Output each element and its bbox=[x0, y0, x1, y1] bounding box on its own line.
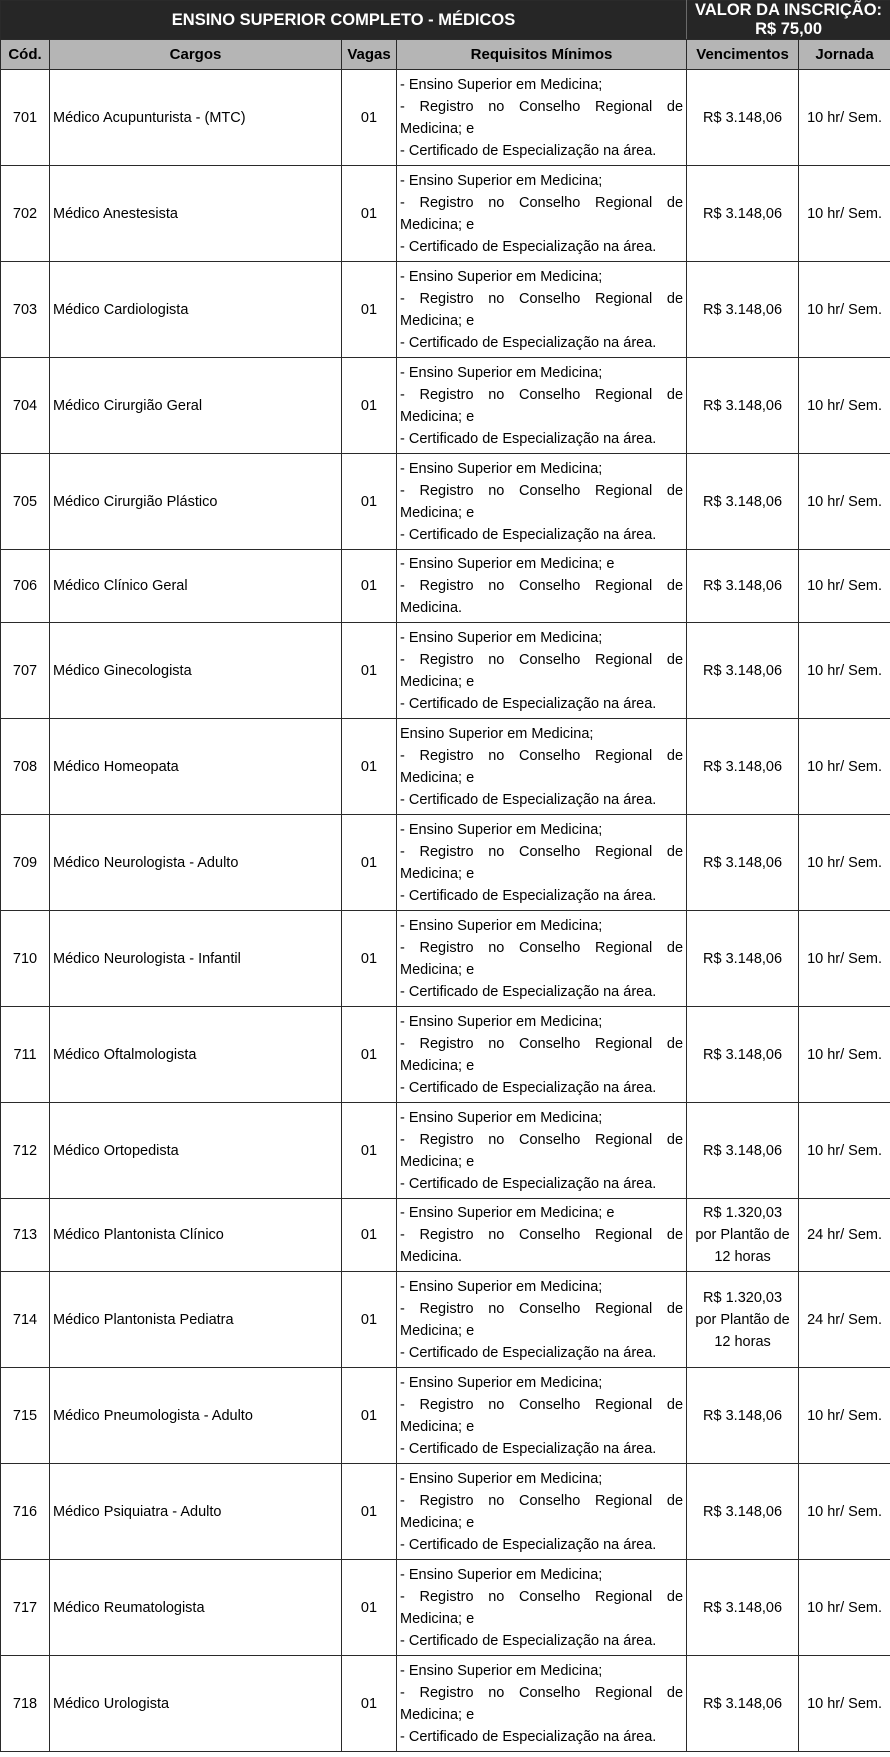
cell-vencimentos bbox=[687, 70, 799, 166]
requirement-line: Medicina; e bbox=[400, 216, 475, 233]
cell-vagas: 01 bbox=[342, 911, 397, 1007]
cell-requisitos bbox=[397, 1464, 687, 1560]
cell-requisitos bbox=[397, 262, 687, 358]
cell-jornada: 10 hr/ Sem. bbox=[799, 1656, 890, 1752]
cell-code: 711 bbox=[1, 1007, 50, 1103]
requirement-line: - Ensino Superior em Medicina; bbox=[400, 268, 603, 285]
cell-vagas: 01 bbox=[342, 166, 397, 262]
cell-vagas: 01 bbox=[342, 719, 397, 815]
cell-cargo: Médico Neurologista - Adulto bbox=[50, 815, 342, 911]
cell-cargo: Médico Cirurgião Geral bbox=[50, 358, 342, 454]
salary-line: R$ 3.148,06 bbox=[703, 109, 783, 126]
requirement-line: - Registro no Conselho Regional de bbox=[400, 651, 684, 668]
requirement-line: Medicina; e bbox=[400, 865, 475, 882]
requirement-line: - Ensino Superior em Medicina; bbox=[400, 1374, 603, 1391]
banner-title: ENSINO SUPERIOR COMPLETO - MÉDICOS bbox=[1, 1, 687, 40]
cell-requisitos bbox=[397, 1272, 687, 1368]
cell-jornada: 10 hr/ Sem. bbox=[799, 1007, 890, 1103]
salary-line: R$ 3.148,06 bbox=[703, 662, 783, 679]
cell-code: 717 bbox=[1, 1560, 50, 1656]
cell-cargo: Médico Ginecologista bbox=[50, 623, 342, 719]
salary-line: R$ 3.148,06 bbox=[703, 397, 783, 414]
cell-vencimentos bbox=[687, 166, 799, 262]
cell-code: 702 bbox=[1, 166, 50, 262]
requirement-line: - Certificado de Especialização na área. bbox=[400, 1175, 657, 1192]
cell-requisitos bbox=[397, 1007, 687, 1103]
requirement-line: Medicina; e bbox=[400, 1322, 475, 1339]
banner-fee: VALOR DA INSCRIÇÃO: R$ 75,00 bbox=[687, 1, 890, 40]
col-header-vencimentos: Vencimentos bbox=[687, 40, 799, 70]
requirement-line: - Certificado de Especialização na área. bbox=[400, 887, 657, 904]
cell-code: 708 bbox=[1, 719, 50, 815]
table-row bbox=[1, 262, 890, 358]
cell-requisitos bbox=[397, 454, 687, 550]
cell-vagas: 01 bbox=[342, 815, 397, 911]
cell-cargo: Médico Cirurgião Plástico bbox=[50, 454, 342, 550]
requirement-line: - Certificado de Especialização na área. bbox=[400, 791, 657, 808]
cell-cargo: Médico Cardiologista bbox=[50, 262, 342, 358]
cell-code: 707 bbox=[1, 623, 50, 719]
requirement-line: Medicina; e bbox=[400, 408, 475, 425]
cell-vencimentos bbox=[687, 911, 799, 1007]
requirement-line: Ensino Superior em Medicina; bbox=[400, 725, 594, 742]
cell-code: 716 bbox=[1, 1464, 50, 1560]
cell-vagas: 01 bbox=[342, 1464, 397, 1560]
cell-cargo: Médico Plantonista Pediatra bbox=[50, 1272, 342, 1368]
cell-jornada: 10 hr/ Sem. bbox=[799, 1103, 890, 1199]
requirement-line: - Certificado de Especialização na área. bbox=[400, 1632, 657, 1649]
cell-requisitos bbox=[397, 1368, 687, 1464]
table-row bbox=[1, 719, 890, 815]
requirement-line: Medicina; e bbox=[400, 1514, 475, 1531]
requirement-line: Medicina; e bbox=[400, 120, 475, 137]
cell-jornada: 10 hr/ Sem. bbox=[799, 454, 890, 550]
requirement-line: Medicina; e bbox=[400, 504, 475, 521]
requirement-line: - Certificado de Especialização na área. bbox=[400, 334, 657, 351]
cell-code: 714 bbox=[1, 1272, 50, 1368]
cell-code: 706 bbox=[1, 550, 50, 623]
cell-cargo: Médico Acupunturista - (MTC) bbox=[50, 70, 342, 166]
cell-vagas: 01 bbox=[342, 1272, 397, 1368]
requirement-line: - Ensino Superior em Medicina; e bbox=[400, 1205, 615, 1221]
requirement-line: - Registro no Conselho Regional de bbox=[400, 1131, 684, 1148]
requirement-line: - Registro no Conselho Regional de bbox=[400, 386, 684, 403]
cell-vencimentos bbox=[687, 262, 799, 358]
requirement-line: - Registro no Conselho Regional de bbox=[400, 290, 684, 307]
cell-vencimentos bbox=[687, 550, 799, 623]
requirement-line: - Registro no Conselho Regional de bbox=[400, 1035, 684, 1052]
cell-code: 703 bbox=[1, 262, 50, 358]
cell-vagas: 01 bbox=[342, 1368, 397, 1464]
requirement-line: - Certificado de Especialização na área. bbox=[400, 526, 657, 543]
cell-cargo: Médico Urologista bbox=[50, 1656, 342, 1752]
cell-vagas: 01 bbox=[342, 1103, 397, 1199]
cell-jornada: 10 hr/ Sem. bbox=[799, 550, 890, 623]
cell-vagas: 01 bbox=[342, 1560, 397, 1656]
requirement-line: Medicina. bbox=[400, 600, 463, 616]
table-row bbox=[1, 166, 890, 262]
cell-requisitos bbox=[397, 623, 687, 719]
requirement-line: Medicina; e bbox=[400, 1153, 475, 1170]
salary-line: 12 horas bbox=[714, 1249, 771, 1265]
cell-code: 709 bbox=[1, 815, 50, 911]
requirement-line: - Registro no Conselho Regional de bbox=[400, 747, 684, 764]
cell-cargo: Médico Ortopedista bbox=[50, 1103, 342, 1199]
cell-requisitos bbox=[397, 911, 687, 1007]
banner-row bbox=[1, 1, 890, 40]
requirement-line: - Registro no Conselho Regional de bbox=[400, 194, 684, 211]
salary-line: R$ 3.148,06 bbox=[703, 578, 783, 594]
requirement-line: - Certificado de Especialização na área. bbox=[400, 142, 657, 159]
cell-cargo: Médico Reumatologista bbox=[50, 1560, 342, 1656]
table-body bbox=[1, 70, 890, 1752]
requirement-line: - Certificado de Especialização na área. bbox=[400, 1440, 657, 1457]
cell-requisitos bbox=[397, 166, 687, 262]
salary-line: R$ 3.148,06 bbox=[703, 1599, 783, 1616]
cell-vagas: 01 bbox=[342, 70, 397, 166]
table-row bbox=[1, 454, 890, 550]
requirement-line: - Registro no Conselho Regional de bbox=[400, 939, 684, 956]
cell-cargo: Médico Psiquiatra - Adulto bbox=[50, 1464, 342, 1560]
cell-vagas: 01 bbox=[342, 1007, 397, 1103]
cell-jornada: 10 hr/ Sem. bbox=[799, 70, 890, 166]
salary-line: R$ 3.148,06 bbox=[703, 950, 783, 967]
cell-vencimentos bbox=[687, 1560, 799, 1656]
col-header-cargos: Cargos bbox=[50, 40, 342, 70]
table-row bbox=[1, 911, 890, 1007]
cell-jornada: 10 hr/ Sem. bbox=[799, 1464, 890, 1560]
cell-vagas: 01 bbox=[342, 623, 397, 719]
requirement-line: - Ensino Superior em Medicina; bbox=[400, 1109, 603, 1126]
requirement-line: Medicina; e bbox=[400, 961, 475, 978]
cell-vencimentos bbox=[687, 454, 799, 550]
cell-jornada: 10 hr/ Sem. bbox=[799, 166, 890, 262]
cell-code: 712 bbox=[1, 1103, 50, 1199]
table-row bbox=[1, 815, 890, 911]
requirement-line: - Registro no Conselho Regional de bbox=[400, 578, 684, 594]
cell-cargo: Médico Oftalmologista bbox=[50, 1007, 342, 1103]
requirement-line: - Ensino Superior em Medicina; bbox=[400, 1662, 603, 1679]
requirement-line: - Registro no Conselho Regional de bbox=[400, 1396, 684, 1413]
table-row bbox=[1, 1656, 890, 1752]
table-row bbox=[1, 70, 890, 166]
cell-vencimentos bbox=[687, 719, 799, 815]
cell-vagas: 01 bbox=[342, 262, 397, 358]
cell-vencimentos bbox=[687, 1103, 799, 1199]
cell-code: 713 bbox=[1, 1199, 50, 1272]
cell-code: 710 bbox=[1, 911, 50, 1007]
cell-jornada: 10 hr/ Sem. bbox=[799, 719, 890, 815]
cell-cargo: Médico Homeopata bbox=[50, 719, 342, 815]
table-row bbox=[1, 1007, 890, 1103]
cell-vagas: 01 bbox=[342, 454, 397, 550]
cell-requisitos bbox=[397, 1560, 687, 1656]
salary-line: R$ 3.148,06 bbox=[703, 205, 783, 222]
requirement-line: - Certificado de Especialização na área. bbox=[400, 430, 657, 447]
requirement-line: Medicina; e bbox=[400, 1610, 475, 1627]
cell-jornada: 24 hr/ Sem. bbox=[799, 1199, 890, 1272]
col-header-vagas: Vagas bbox=[342, 40, 397, 70]
requirement-line: - Ensino Superior em Medicina; bbox=[400, 1470, 603, 1487]
cell-requisitos bbox=[397, 1656, 687, 1752]
requirement-line: - Certificado de Especialização na área. bbox=[400, 238, 657, 255]
cell-vagas: 01 bbox=[342, 358, 397, 454]
cell-jornada: 10 hr/ Sem. bbox=[799, 358, 890, 454]
cell-requisitos bbox=[397, 70, 687, 166]
requirement-line: - Registro no Conselho Regional de bbox=[400, 843, 684, 860]
requirement-line: Medicina; e bbox=[400, 769, 475, 786]
table-row bbox=[1, 1464, 890, 1560]
requirement-line: Medicina; e bbox=[400, 312, 475, 329]
requirement-line: - Registro no Conselho Regional de bbox=[400, 482, 684, 499]
requirement-line: - Certificado de Especialização na área. bbox=[400, 695, 657, 712]
requirement-line: Medicina; e bbox=[400, 673, 475, 690]
cell-jornada: 10 hr/ Sem. bbox=[799, 911, 890, 1007]
salary-line: R$ 3.148,06 bbox=[703, 854, 783, 871]
requirement-line: Medicina. bbox=[400, 1249, 463, 1265]
requirement-line: - Ensino Superior em Medicina; bbox=[400, 1278, 603, 1295]
cell-vagas: 01 bbox=[342, 1656, 397, 1752]
cell-requisitos bbox=[397, 815, 687, 911]
cell-jornada: 24 hr/ Sem. bbox=[799, 1272, 890, 1368]
salary-line: R$ 1.320,03 bbox=[703, 1289, 783, 1306]
requirement-line: Medicina; e bbox=[400, 1418, 475, 1435]
cell-requisitos bbox=[397, 1103, 687, 1199]
salary-line: R$ 3.148,06 bbox=[703, 1503, 783, 1520]
table-row bbox=[1, 623, 890, 719]
requirement-line: - Certificado de Especialização na área. bbox=[400, 1728, 657, 1745]
col-header-requisitos: Requisitos Mínimos bbox=[397, 40, 687, 70]
cell-cargo: Médico Plantonista Clínico bbox=[50, 1199, 342, 1272]
salary-line: R$ 3.148,06 bbox=[703, 301, 783, 318]
requirement-line: - Ensino Superior em Medicina; bbox=[400, 629, 603, 646]
table-row bbox=[1, 1368, 890, 1464]
requirement-line: - Ensino Superior em Medicina; bbox=[400, 1013, 603, 1030]
requirement-line: - Ensino Superior em Medicina; bbox=[400, 460, 603, 477]
cell-vencimentos bbox=[687, 1368, 799, 1464]
cell-jornada: 10 hr/ Sem. bbox=[799, 623, 890, 719]
requirement-line: - Ensino Superior em Medicina; bbox=[400, 917, 603, 934]
requirement-line: - Registro no Conselho Regional de bbox=[400, 1588, 684, 1605]
cell-vencimentos bbox=[687, 1199, 799, 1272]
requirement-line: - Ensino Superior em Medicina; e bbox=[400, 556, 615, 572]
cell-cargo: Médico Pneumologista - Adulto bbox=[50, 1368, 342, 1464]
cell-vencimentos bbox=[687, 1272, 799, 1368]
cell-requisitos bbox=[397, 358, 687, 454]
requirement-line: - Certificado de Especialização na área. bbox=[400, 983, 657, 1000]
cell-vencimentos bbox=[687, 1464, 799, 1560]
cell-vencimentos bbox=[687, 815, 799, 911]
table-row bbox=[1, 550, 890, 623]
cell-code: 705 bbox=[1, 454, 50, 550]
cell-code: 718 bbox=[1, 1656, 50, 1752]
cell-jornada: 10 hr/ Sem. bbox=[799, 1560, 890, 1656]
cell-cargo: Médico Clínico Geral bbox=[50, 550, 342, 623]
requirement-line: - Ensino Superior em Medicina; bbox=[400, 821, 603, 838]
table-row bbox=[1, 358, 890, 454]
requirement-line: - Registro no Conselho Regional de bbox=[400, 98, 684, 115]
salary-line: R$ 1.320,03 bbox=[703, 1205, 783, 1221]
requirement-line: - Ensino Superior em Medicina; bbox=[400, 76, 603, 93]
salary-line: R$ 3.148,06 bbox=[703, 1142, 783, 1159]
table-row bbox=[1, 1199, 890, 1272]
cell-vagas: 01 bbox=[342, 550, 397, 623]
requirement-line: - Certificado de Especialização na área. bbox=[400, 1344, 657, 1361]
requirement-line: - Certificado de Especialização na área. bbox=[400, 1536, 657, 1553]
salary-line: 12 horas bbox=[714, 1333, 771, 1350]
requirement-line: - Certificado de Especialização na área. bbox=[400, 1079, 657, 1096]
requirement-line: - Registro no Conselho Regional de bbox=[400, 1300, 684, 1317]
col-header-code: Cód. bbox=[1, 40, 50, 70]
cell-vencimentos bbox=[687, 1656, 799, 1752]
salary-line: por Plantão de bbox=[695, 1227, 790, 1243]
cell-jornada: 10 hr/ Sem. bbox=[799, 262, 890, 358]
cell-vencimentos bbox=[687, 358, 799, 454]
salary-line: R$ 3.148,06 bbox=[703, 758, 783, 775]
salary-line: R$ 3.148,06 bbox=[703, 1695, 783, 1712]
cell-jornada: 10 hr/ Sem. bbox=[799, 1368, 890, 1464]
header-row bbox=[1, 40, 890, 70]
cell-vencimentos bbox=[687, 1007, 799, 1103]
requirement-line: Medicina; e bbox=[400, 1057, 475, 1074]
cell-requisitos bbox=[397, 1199, 687, 1272]
table-row bbox=[1, 1272, 890, 1368]
table-row bbox=[1, 1560, 890, 1656]
salary-line: R$ 3.148,06 bbox=[703, 1046, 783, 1063]
requirement-line: Medicina; e bbox=[400, 1706, 475, 1723]
cell-code: 704 bbox=[1, 358, 50, 454]
table-row bbox=[1, 1103, 890, 1199]
requirement-line: - Registro no Conselho Regional de bbox=[400, 1684, 684, 1701]
cell-cargo: Médico Anestesista bbox=[50, 166, 342, 262]
requirement-line: - Registro no Conselho Regional de bbox=[400, 1492, 684, 1509]
requirement-line: - Ensino Superior em Medicina; bbox=[400, 172, 603, 189]
salary-line: por Plantão de bbox=[695, 1311, 790, 1328]
cell-vencimentos bbox=[687, 623, 799, 719]
cell-cargo: Médico Neurologista - Infantil bbox=[50, 911, 342, 1007]
cell-code: 701 bbox=[1, 70, 50, 166]
cell-jornada: 10 hr/ Sem. bbox=[799, 815, 890, 911]
col-header-jornada: Jornada bbox=[799, 40, 890, 70]
requirement-line: - Ensino Superior em Medicina; bbox=[400, 1566, 603, 1583]
requirement-line: - Ensino Superior em Medicina; bbox=[400, 364, 603, 381]
cell-vagas: 01 bbox=[342, 1199, 397, 1272]
cell-requisitos bbox=[397, 719, 687, 815]
salary-line: R$ 3.148,06 bbox=[703, 1407, 783, 1424]
requirement-line: - Registro no Conselho Regional de bbox=[400, 1227, 684, 1243]
cell-requisitos bbox=[397, 550, 687, 623]
salary-line: R$ 3.148,06 bbox=[703, 493, 783, 510]
cell-code: 715 bbox=[1, 1368, 50, 1464]
